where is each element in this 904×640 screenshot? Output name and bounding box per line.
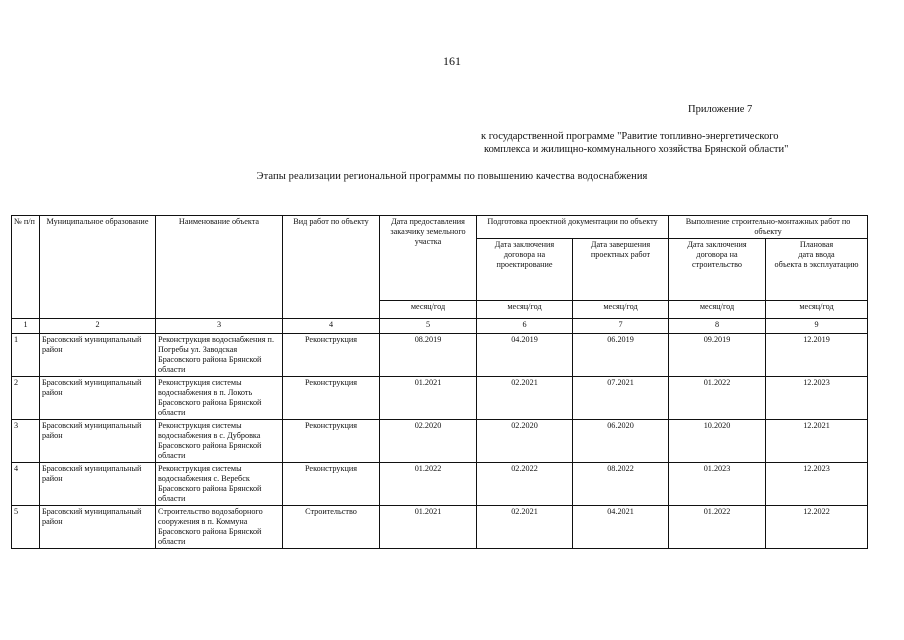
program-line-2: комплекса и жилищно-коммунального хозяйства Брянской области": [484, 144, 789, 155]
column-number: 6: [477, 319, 573, 334]
header-object: Наименование объекта: [156, 216, 283, 319]
header-municipality: Муниципальное образование: [40, 216, 156, 319]
column-number: 7: [573, 319, 669, 334]
stages-table: [11, 215, 868, 549]
header-commissioning-line-2: дата ввода: [798, 250, 835, 259]
header-design-contract: Дата заключения договора на проектирование: [477, 239, 573, 301]
header-commissioning-line-1: Плановая: [799, 240, 834, 249]
column-number-row: [12, 319, 868, 334]
design-contract-cell: 02.2022: [477, 463, 573, 506]
object-cell: Строительство водозаборного сооружения в п. Коммуна Брасовского района Брянской области: [156, 506, 283, 549]
commissioning-cell: 12.2023: [766, 463, 868, 506]
header-design-group: Подготовка проектной документации по объекту: [477, 216, 669, 239]
municipality-cell: Брасовский муниципальный район: [40, 506, 156, 549]
land-date-cell: 08.2019: [380, 334, 477, 377]
commissioning-cell: 12.2022: [766, 506, 868, 549]
design-complete-cell: 06.2019: [573, 334, 669, 377]
construction-contract-cell: 01.2023: [669, 463, 766, 506]
appendix-label: Приложение 7: [688, 104, 753, 115]
commissioning-cell: 12.2021: [766, 420, 868, 463]
work-type-cell: Реконструкция: [283, 377, 380, 420]
header-design-complete: Дата завершения проектных работ: [573, 239, 669, 301]
header-construction-contract: Дата заключения договора на строительство: [669, 239, 766, 301]
header-commissioning-line-3: объекта в эксплуатацию: [774, 260, 859, 269]
column-number: 8: [669, 319, 766, 334]
table-row: [12, 463, 868, 506]
work-type-cell: Реконструкция: [283, 463, 380, 506]
column-number: 5: [380, 319, 477, 334]
land-date-cell: 01.2022: [380, 463, 477, 506]
row-number: 3: [12, 420, 40, 463]
municipality-cell: Брасовский муниципальный район: [40, 377, 156, 420]
table-row: [12, 334, 868, 377]
unit-design-contract: месяц/год: [477, 301, 573, 319]
commissioning-cell: 12.2023: [766, 377, 868, 420]
unit-land-date: месяц/год: [380, 301, 477, 319]
work-type-cell: Строительство: [283, 506, 380, 549]
municipality-cell: Брасовский муниципальный район: [40, 420, 156, 463]
design-complete-cell: 04.2021: [573, 506, 669, 549]
land-date-cell: 01.2021: [380, 377, 477, 420]
program-line-1: к государственной программе "Равитие топливно-энергетического: [481, 131, 779, 142]
design-complete-cell: 06.2020: [573, 420, 669, 463]
construction-contract-cell: 09.2019: [669, 334, 766, 377]
object-cell: Реконструкция системы водоснабжения в с. Дубровка Брасовского района Брянской области: [156, 420, 283, 463]
unit-construction-contract: месяц/год: [669, 301, 766, 319]
land-date-cell: 02.2020: [380, 420, 477, 463]
table-row: [12, 377, 868, 420]
design-contract-cell: 02.2021: [477, 377, 573, 420]
row-number: 2: [12, 377, 40, 420]
object-cell: Реконструкция водоснабжения п. Погребы ул. Заводская Брасовского района Брянской области: [156, 334, 283, 377]
municipality-cell: Брасовский муниципальный район: [40, 334, 156, 377]
header-land-date: Дата предоставления заказчику земельного участка: [380, 216, 477, 301]
header-num: № п/п: [12, 216, 40, 319]
header-commissioning: [766, 239, 868, 301]
object-cell: Реконструкция системы водоснабжения с. Веребск Брасовского района Брянской области: [156, 463, 283, 506]
land-date-cell: 01.2021: [380, 506, 477, 549]
design-contract-cell: 04.2019: [477, 334, 573, 377]
row-number: 4: [12, 463, 40, 506]
design-complete-cell: 08.2022: [573, 463, 669, 506]
object-cell: Реконструкция системы водоснабжения в п. Локоть Брасовского района Брянской области: [156, 377, 283, 420]
municipality-cell: Брасовский муниципальный район: [40, 463, 156, 506]
unit-commissioning: месяц/год: [766, 301, 868, 319]
construction-contract-cell: 10.2020: [669, 420, 766, 463]
program-reference: [481, 130, 788, 156]
work-type-cell: Реконструкция: [283, 420, 380, 463]
commissioning-cell: 12.2019: [766, 334, 868, 377]
header-work-type: Вид работ по объекту: [283, 216, 380, 319]
row-number: 1: [12, 334, 40, 377]
column-number: 9: [766, 319, 868, 334]
document-title: Этапы реализации региональной программы по повышению качества водоснабжения: [256, 171, 648, 182]
column-number: 1: [12, 319, 40, 334]
row-number: 5: [12, 506, 40, 549]
design-contract-cell: 02.2021: [477, 506, 573, 549]
design-complete-cell: 07.2021: [573, 377, 669, 420]
header-construction-group: Выполнение строительно-монтажных работ по объекту: [669, 216, 868, 239]
design-contract-cell: 02.2020: [477, 420, 573, 463]
construction-contract-cell: 01.2022: [669, 506, 766, 549]
column-number: 2: [40, 319, 156, 334]
table-row: [12, 420, 868, 463]
column-number: 3: [156, 319, 283, 334]
work-type-cell: Реконструкция: [283, 334, 380, 377]
page-number: 161: [443, 54, 461, 68]
table-row: [12, 506, 868, 549]
column-number: 4: [283, 319, 380, 334]
construction-contract-cell: 01.2022: [669, 377, 766, 420]
unit-design-complete: месяц/год: [573, 301, 669, 319]
